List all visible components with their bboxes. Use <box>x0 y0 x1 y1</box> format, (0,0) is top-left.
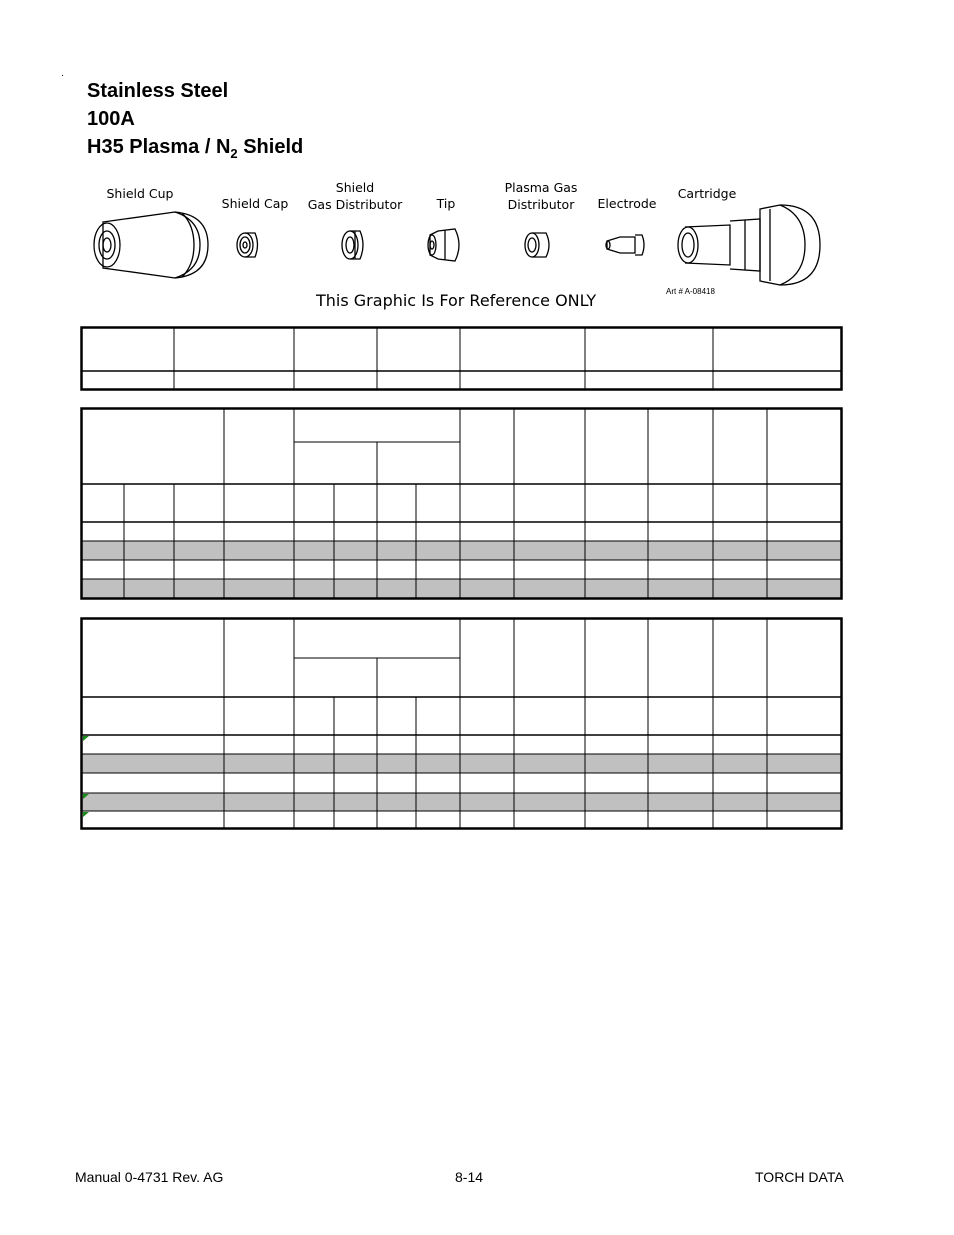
shaded-row <box>82 541 841 560</box>
title-material: Stainless Steel <box>87 80 229 102</box>
shaded-row <box>82 754 841 773</box>
art-number: Art # A-08418 <box>666 287 715 296</box>
electrode-drawing <box>606 235 644 255</box>
footer-section: TORCH DATA <box>755 1169 844 1185</box>
shaded-row <box>82 579 841 598</box>
shield-gas-distributor-drawing <box>342 231 363 259</box>
title-amperage: 100A <box>87 108 135 130</box>
label-shield-gas-distributor: Shield Gas Distributor <box>307 180 403 212</box>
shaded-row <box>82 793 841 811</box>
footer-page-number: 8-14 <box>455 1169 484 1185</box>
shield-cup-drawing <box>94 212 208 278</box>
footer-manual: Manual 0-4731 Rev. AG <box>75 1169 224 1185</box>
row-marker <box>83 736 89 741</box>
label-tip: Tip <box>436 196 456 211</box>
label-plasma-gas-distributor: Plasma Gas Distributor <box>504 180 578 212</box>
tip-drawing <box>428 229 459 261</box>
metric-cut-chart-table <box>80 407 843 601</box>
title-gas: H35 Plasma / $N_2$ Shield <box>87 136 304 161</box>
plasma-gas-distributor-drawing <box>525 233 549 257</box>
row-marker <box>83 812 89 817</box>
label-cartridge: Cartridge <box>677 186 737 201</box>
consumables-table <box>80 326 843 392</box>
label-electrode: Electrode <box>597 196 657 211</box>
label-shield-cup: Shield Cup <box>106 186 174 201</box>
speck <box>62 75 63 76</box>
reference-note: This Graphic Is For Reference ONLY <box>316 291 597 310</box>
imperial-cut-chart-table <box>80 617 843 831</box>
label-shield-cap: Shield Cap <box>221 196 289 211</box>
shield-cap-drawing <box>237 233 258 257</box>
cartridge-drawing <box>678 205 820 285</box>
torch-parts-illustration <box>80 195 840 305</box>
